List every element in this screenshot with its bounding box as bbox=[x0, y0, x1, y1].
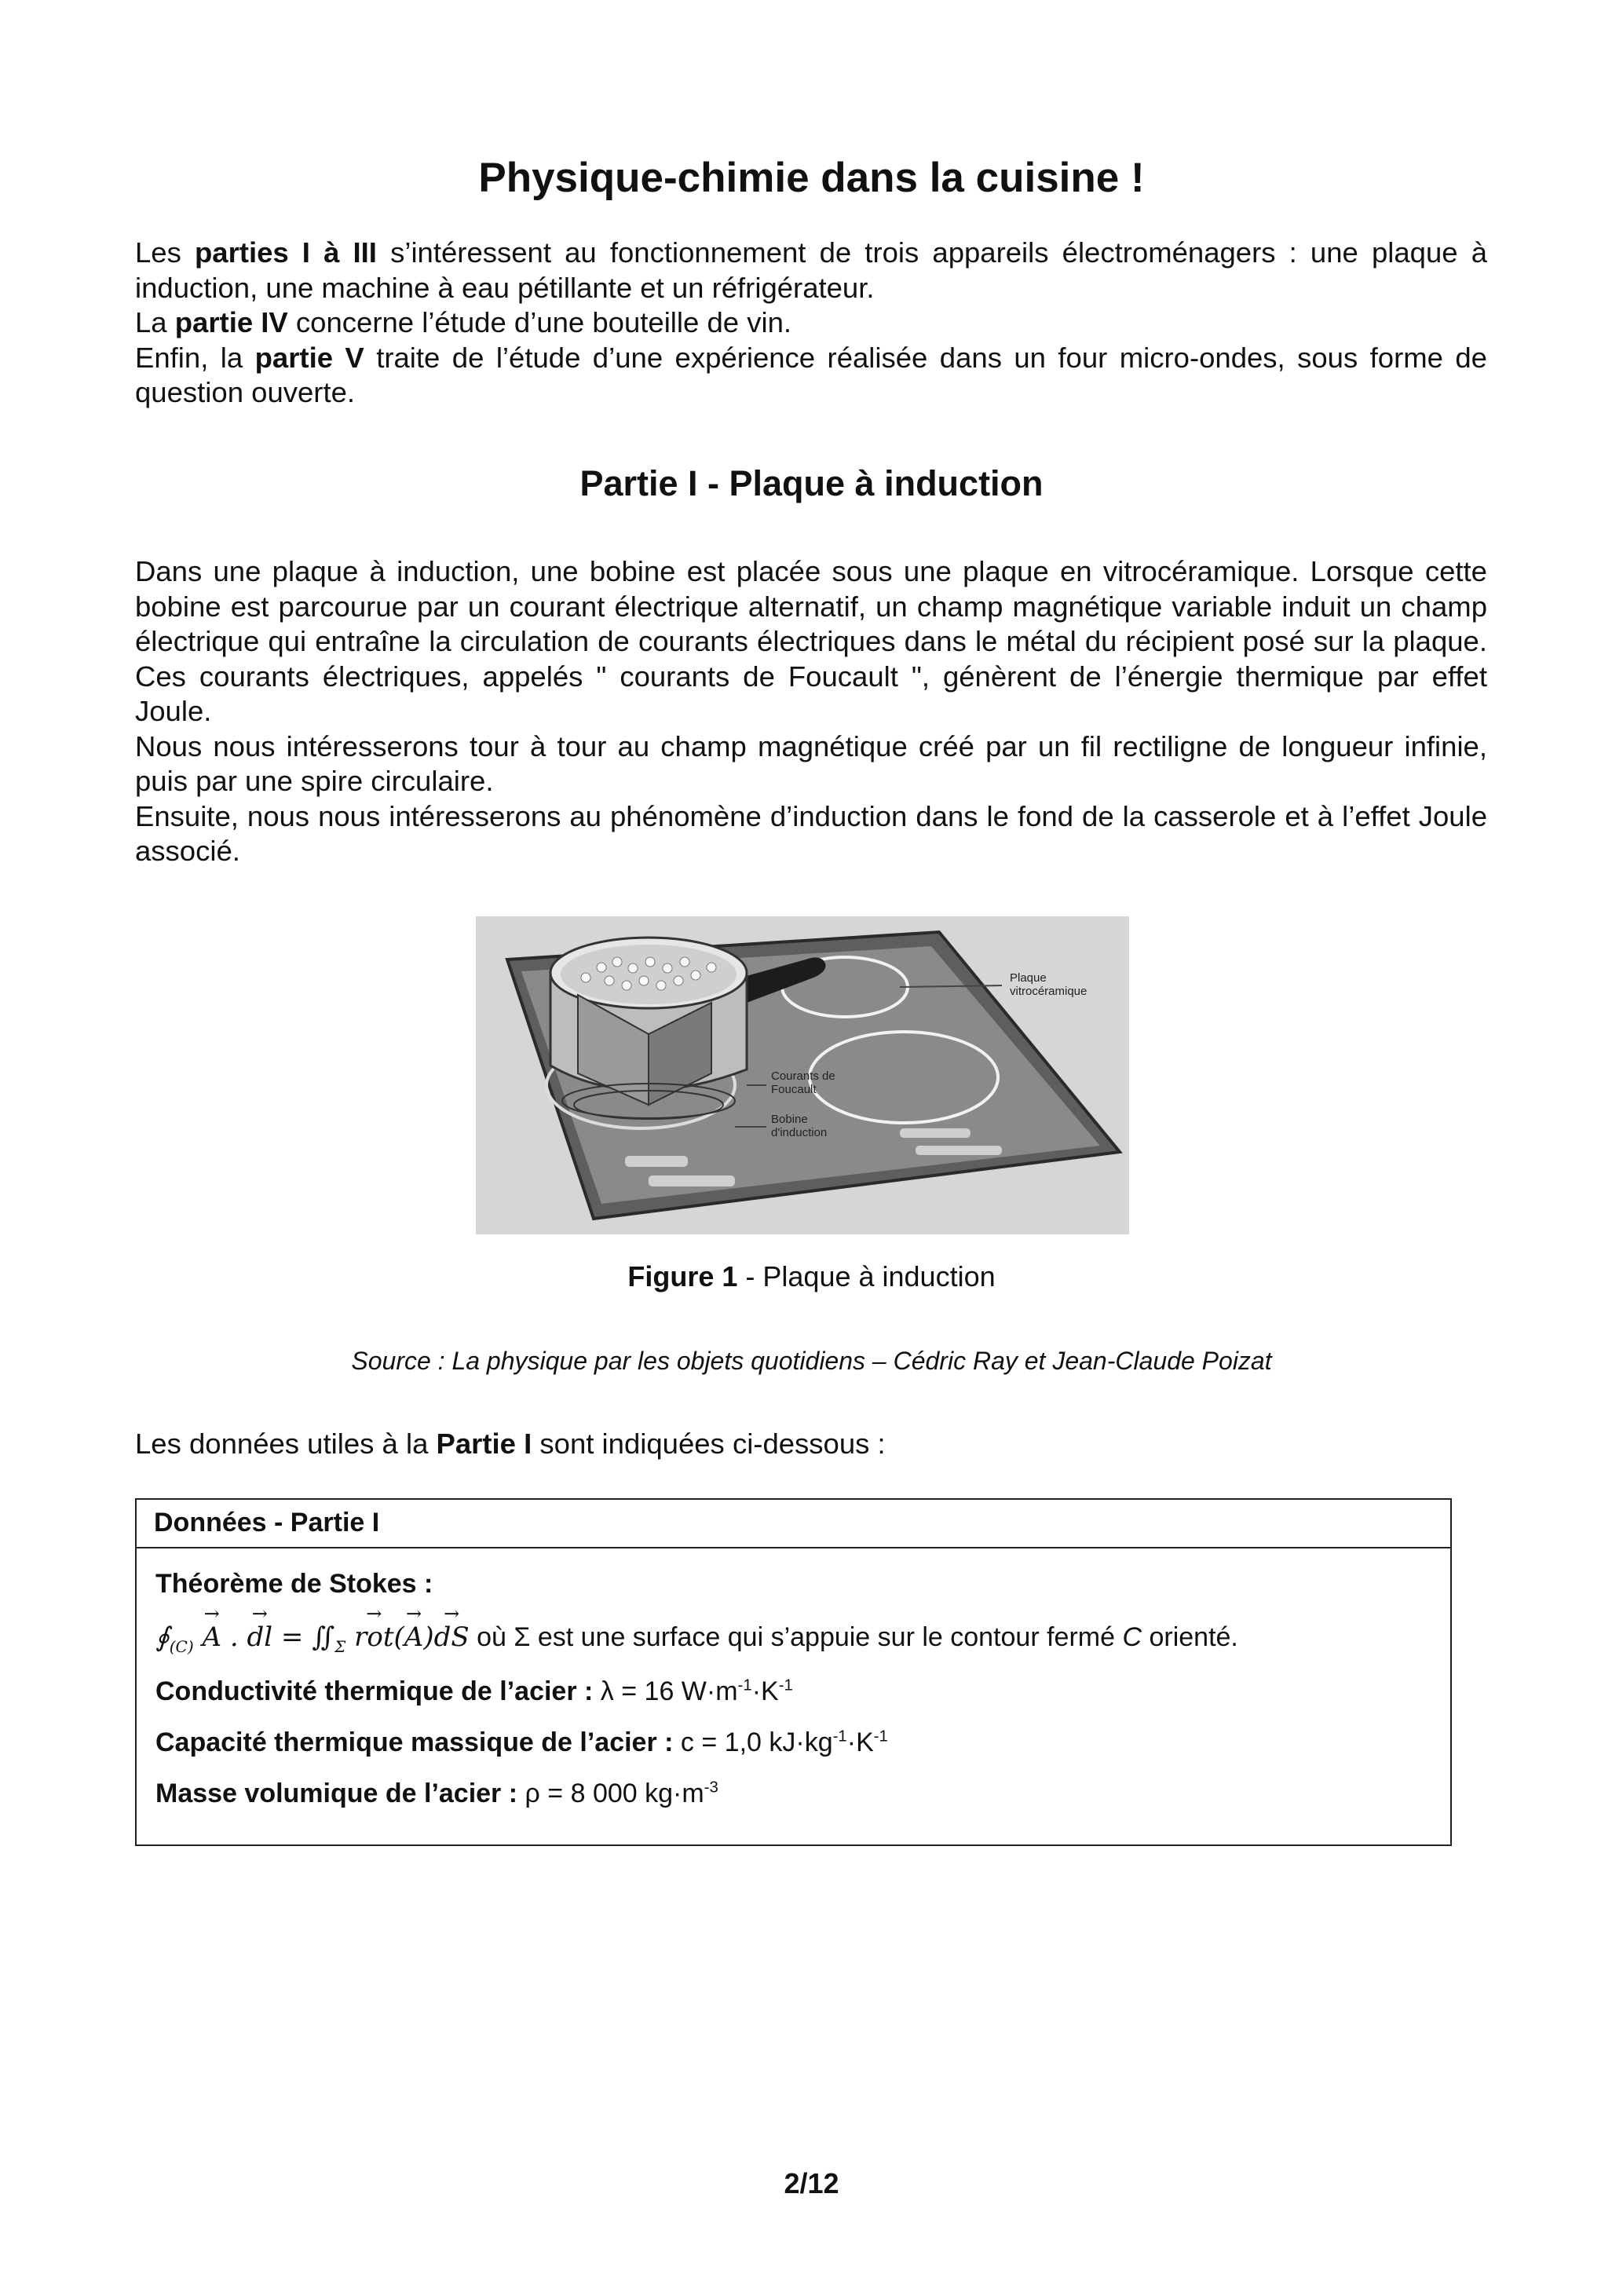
exponent: -1 bbox=[873, 1727, 888, 1746]
exponent: -3 bbox=[704, 1779, 718, 1797]
data-box-header: Données - Partie I bbox=[137, 1500, 1450, 1548]
section-heading: Partie I - Plaque à induction bbox=[579, 463, 1044, 503]
page-title: Physique-chimie dans la cuisine ! bbox=[478, 155, 1145, 201]
figure-label-foucault bbox=[771, 1069, 835, 1096]
text: La bbox=[135, 306, 175, 338]
text-bold: Capacité thermique massique de l’acier : bbox=[155, 1727, 674, 1757]
label-line: d'induction bbox=[771, 1126, 828, 1139]
part1-paragraph-2: Nous nous intéresserons tour à tour au champ magnétique créé par un fil rectiligne de longueur infinie, puis par une spire circulaire. bbox=[135, 729, 1487, 797]
intro-paragraph-2 bbox=[135, 305, 1487, 341]
figure-label-plaque bbox=[1010, 971, 1087, 998]
label-line: Bobine bbox=[771, 1113, 808, 1126]
text-bold: partie V bbox=[254, 341, 364, 374]
text: c = 1,0 kJ·kg bbox=[673, 1727, 833, 1757]
caption-text: - Plaque à induction bbox=[737, 1260, 996, 1292]
text: ρ = 8 000 kg·m bbox=[517, 1779, 704, 1808]
text: ·K bbox=[751, 1676, 779, 1706]
exponent: -1 bbox=[737, 1676, 752, 1695]
text-bold: Masse volumique de l’acier : bbox=[155, 1779, 518, 1808]
induction-hob-figure bbox=[476, 916, 1129, 1234]
text: sont indiquées ci-dessous : bbox=[532, 1428, 886, 1460]
exponent: -1 bbox=[832, 1727, 847, 1746]
text: orienté. bbox=[1142, 1622, 1238, 1652]
text: Les données utiles à la bbox=[135, 1428, 437, 1460]
figure-caption bbox=[0, 1260, 1623, 1293]
text: s’intéressent au fonctionnement de trois appareils électroménagers : une plaque à induction, une machine à eau pétillante et un réfrigérateur. bbox=[135, 236, 1487, 304]
intro-paragraph-3 bbox=[135, 341, 1487, 411]
text: où Σ est une surface qui s’appuie sur le contour fermé bbox=[469, 1622, 1123, 1652]
text-bold: Théorème de Stokes : bbox=[155, 1569, 433, 1599]
stokes-equation: $∮_{(C)} \to A$ . → dl = $∬_\Sigma \to rot(\to A)\to$ dS bbox=[155, 1621, 470, 1653]
intro-section bbox=[135, 236, 1487, 411]
caption-label: Figure 1 bbox=[627, 1260, 738, 1292]
text: ·K bbox=[846, 1727, 874, 1757]
text: traite de l’étude d’une expérience réalisée dans un four micro-ondes, sous forme de question ouverte. bbox=[135, 341, 1487, 408]
part1-paragraph-3: Ensuite, nous nous intéresserons au phénomène d’induction dans le fond de la casserole et à l’effet Joule associé. bbox=[135, 799, 1487, 867]
text-bold: parties I à III bbox=[194, 236, 377, 269]
text-bold: Partie I bbox=[436, 1428, 532, 1460]
exponent: -1 bbox=[778, 1676, 793, 1695]
text: concerne l’étude d’une bouteille de vin. bbox=[287, 306, 792, 338]
data-box bbox=[135, 1498, 1452, 1846]
intro-paragraph-1 bbox=[135, 236, 1487, 305]
label-line: vitrocéramique bbox=[1010, 985, 1087, 998]
part1-paragraph-1: Dans une plaque à induction, une bobine est placée sous une plaque en vitrocéramique. Lorsque cette bobine est parcourue par un courant électrique alternatif, un champ magnétique variable induit un champ électrique qui entraîne la circulation de courants électriques dans le métal du récipient posé sur la plaque. Ces courants électriques, appelés " courants de Foucault ", génèrent de l’énergie thermique par effet Joule. bbox=[135, 555, 1487, 727]
density-line bbox=[155, 1779, 718, 1809]
stokes-label bbox=[155, 1569, 433, 1600]
page-number: 2/12 bbox=[784, 2167, 839, 2199]
label-line: Plaque bbox=[1010, 971, 1047, 985]
text: Enfin, la bbox=[135, 341, 255, 374]
figure-source: Source : La physique par les objets quotidiens – Cédric Ray et Jean-Claude Poizat bbox=[351, 1347, 1272, 1375]
data-intro bbox=[135, 1428, 886, 1461]
label-line: Foucault bbox=[771, 1083, 817, 1096]
text: Les bbox=[135, 236, 195, 269]
part1-text bbox=[135, 554, 1487, 869]
heat-capacity-line bbox=[155, 1727, 888, 1758]
text-italic: C bbox=[1122, 1622, 1142, 1652]
stokes-formula bbox=[155, 1621, 1238, 1656]
text-bold: Conductivité thermique de l’acier : bbox=[155, 1676, 594, 1706]
text-bold: partie IV bbox=[174, 306, 288, 338]
label-line: Courants de bbox=[771, 1069, 835, 1083]
figure-label-bobine bbox=[771, 1113, 827, 1139]
text: λ = 16 W·m bbox=[593, 1676, 738, 1706]
conductivity-line bbox=[155, 1676, 793, 1707]
